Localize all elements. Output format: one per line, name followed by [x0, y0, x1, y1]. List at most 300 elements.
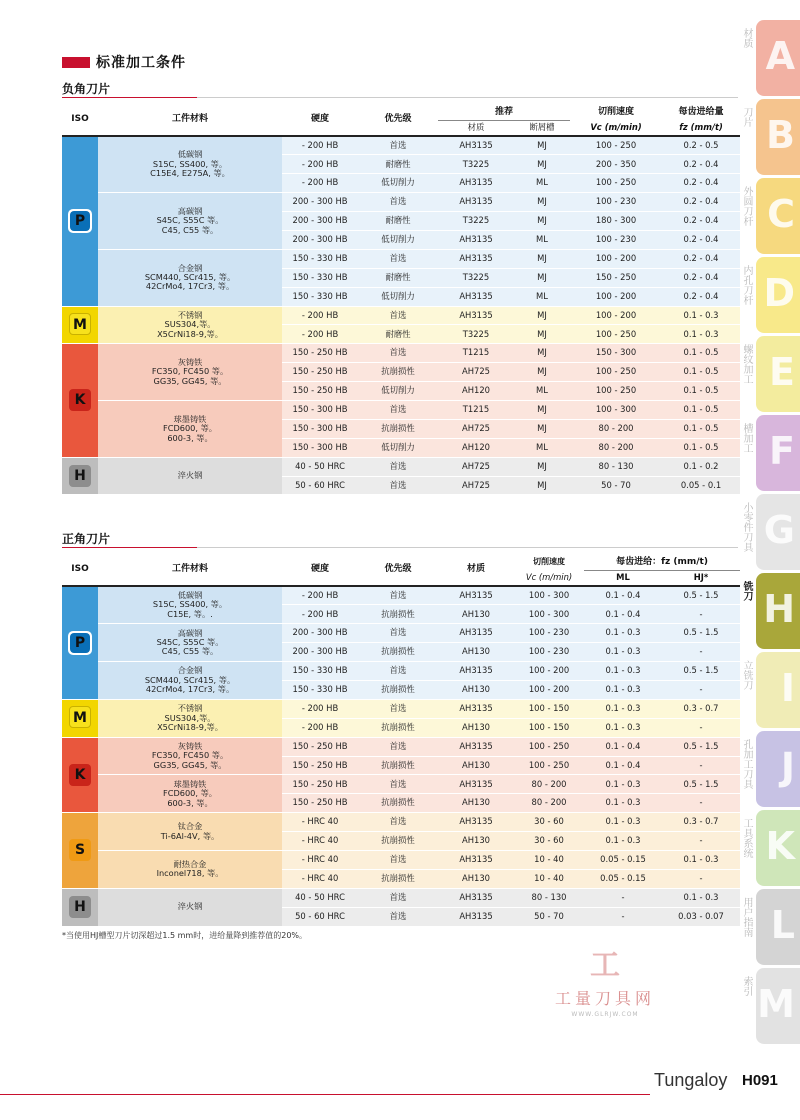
col-material: 工件材料 — [98, 104, 282, 136]
table-row — [62, 457, 740, 476]
vc-cell: 100 - 300 — [570, 400, 662, 419]
grade-cell: AH3135 — [438, 230, 514, 249]
iso-badge-m — [68, 706, 92, 730]
fz-ml-cell: 0.1 - 0.3 — [584, 643, 662, 662]
chapter-tab-d[interactable] — [741, 257, 800, 333]
breaker-cell: ML — [514, 438, 570, 457]
fz-hj-cell: - — [662, 794, 740, 813]
iso-badge-k — [68, 763, 92, 787]
chapter-tab-j[interactable] — [741, 731, 800, 807]
breaker-cell: MJ — [514, 419, 570, 438]
vc-cell: 10 - 40 — [514, 869, 584, 888]
hardness-cell: 150 - 250 HB — [282, 382, 358, 401]
col-vc-unit: Vc (m/min) — [514, 570, 584, 586]
priority-cell: 低切削力 — [358, 174, 438, 193]
hardness-cell: 150 - 250 HB — [282, 794, 358, 813]
priority-cell: 抗崩损性 — [358, 869, 438, 888]
grade-cell: AH130 — [438, 794, 514, 813]
fz-ml-cell: 0.1 - 0.3 — [584, 775, 662, 794]
fz-hj-cell: - — [662, 605, 740, 624]
chapter-tab-letter: G — [763, 508, 795, 552]
material-cell: 低碳钢 S15C, SS400, 等。 C15E, 等。. — [98, 586, 282, 624]
fz-hj-cell: - — [662, 718, 740, 737]
chapter-tab-label: 立铣刀 — [741, 660, 752, 690]
fz-hj-cell: - — [662, 832, 740, 851]
chapter-tab-label: 用户指南 — [741, 897, 752, 937]
hardness-cell: 200 - 300 HB — [282, 193, 358, 212]
chapter-tab-letter: C — [767, 192, 795, 236]
fz-cell: 0.2 - 0.4 — [662, 155, 740, 174]
fz-ml-cell: 0.1 - 0.3 — [584, 624, 662, 643]
priority-cell: 首选 — [358, 344, 438, 363]
col-priority: 优先级 — [358, 104, 438, 136]
table-row — [62, 888, 740, 907]
breaker-cell: MJ — [514, 193, 570, 212]
col-grade: 材质 — [438, 120, 514, 136]
hardness-cell: - 200 HB — [282, 174, 358, 193]
chapter-tab-label: 工具系统 — [741, 818, 752, 858]
chapter-tab-letter: E — [769, 350, 795, 394]
fz-cell: 0.1 - 0.5 — [662, 382, 740, 401]
hardness-cell: 150 - 330 HB — [282, 249, 358, 268]
breaker-cell: MJ — [514, 155, 570, 174]
priority-cell: 首选 — [358, 306, 438, 325]
fz-cell: 0.2 - 0.4 — [662, 193, 740, 212]
material-cell: 球墨铸铁 FCD600, 等。 600-3, 等。 — [98, 400, 282, 457]
col-material: 工件材料 — [98, 554, 282, 586]
grade-cell: AH3135 — [438, 737, 514, 756]
vc-cell: 30 - 60 — [514, 813, 584, 832]
fz-hj-cell: 0.03 - 0.07 — [662, 907, 740, 926]
grade-cell: AH130 — [438, 605, 514, 624]
chapter-tab-letter: I — [780, 666, 795, 710]
chapter-tab-label: 小零件刀具 — [741, 502, 752, 552]
fz-hj-cell: 0.1 - 0.3 — [662, 888, 740, 907]
fz-ml-cell: 0.1 - 0.3 — [584, 813, 662, 832]
material-cell: 合金钢 SCM440, SCr415, 等。 42CrMo4, 17Cr3, 等。 — [98, 249, 282, 306]
grade-cell: T3225 — [438, 325, 514, 344]
priority-cell: 抗崩损性 — [358, 794, 438, 813]
fz-cell: 0.05 - 0.1 — [662, 476, 740, 495]
chapter-tab-label: 孔加工刀具 — [741, 739, 752, 789]
chapter-tab-l[interactable] — [741, 889, 800, 965]
fz-cell: 0.1 - 0.3 — [662, 325, 740, 344]
priority-cell: 首选 — [358, 907, 438, 926]
heading-accent-rule — [62, 547, 197, 548]
fz-hj-cell: - — [662, 680, 740, 699]
priority-cell: 抗崩损性 — [358, 605, 438, 624]
fz-cell: 0.1 - 0.2 — [662, 457, 740, 476]
vc-cell: 100 - 300 — [514, 605, 584, 624]
grade-cell: AH120 — [438, 438, 514, 457]
breaker-cell: ML — [514, 230, 570, 249]
vc-cell: 100 - 200 — [570, 287, 662, 306]
fz-ml-cell: 0.1 - 0.4 — [584, 586, 662, 605]
negative-insert-heading — [62, 80, 110, 97]
hardness-cell: - HRC 40 — [282, 869, 358, 888]
hardness-cell: - HRC 40 — [282, 850, 358, 869]
fz-cell: 0.2 - 0.4 — [662, 174, 740, 193]
priority-cell: 低切削力 — [358, 382, 438, 401]
hardness-cell: 200 - 300 HB — [282, 230, 358, 249]
fz-ml-cell: 0.1 - 0.4 — [584, 605, 662, 624]
hardness-cell: - 200 HB — [282, 699, 358, 718]
chapter-tab-e[interactable] — [741, 336, 800, 412]
grade-cell: T1215 — [438, 344, 514, 363]
hardness-cell: 200 - 300 HB — [282, 643, 358, 662]
priority-cell: 抗崩损性 — [358, 643, 438, 662]
vc-cell: 200 - 350 — [570, 155, 662, 174]
breaker-cell: MJ — [514, 136, 570, 155]
col-vc-unit: Vc (m/min) — [570, 120, 662, 136]
vc-cell: 80 - 200 — [570, 419, 662, 438]
heading-accent-rule — [62, 97, 197, 98]
iso-cell — [62, 813, 98, 889]
hardness-cell: - 200 HB — [282, 325, 358, 344]
vc-cell: 100 - 250 — [514, 756, 584, 775]
breaker-cell: MJ — [514, 268, 570, 287]
hardness-cell: 150 - 250 HB — [282, 344, 358, 363]
col-fz-unit: fz (mm/t) — [662, 120, 740, 136]
material-cell: 钛合金 Ti-6Al-4V, 等。 — [98, 813, 282, 851]
col-hardness: 硬度 — [282, 554, 358, 586]
vc-cell: 100 - 300 — [514, 586, 584, 605]
priority-cell: 首选 — [358, 249, 438, 268]
grade-cell: AH3135 — [438, 699, 514, 718]
hardness-cell: 150 - 330 HB — [282, 680, 358, 699]
breaker-cell: MJ — [514, 249, 570, 268]
hardness-cell: 150 - 330 HB — [282, 287, 358, 306]
chapter-tab-letter: A — [765, 34, 795, 78]
col-fz-title: 每齿进给量 — [678, 106, 724, 117]
iso-badge-p — [68, 631, 92, 655]
fz-hj-cell: 0.5 - 1.5 — [662, 775, 740, 794]
vc-cell: 180 - 300 — [570, 212, 662, 231]
watermark-url: WWW.GLRJW.COM — [571, 1011, 639, 1018]
chapter-tab-letter: K — [765, 824, 795, 868]
fz-cell: 0.2 - 0.4 — [662, 287, 740, 306]
grade-cell: AH3135 — [438, 775, 514, 794]
fz-ml-cell: 0.1 - 0.4 — [584, 737, 662, 756]
col-hardness: 硬度 — [282, 104, 358, 136]
breaker-cell: MJ — [514, 306, 570, 325]
priority-cell: 首选 — [358, 136, 438, 155]
footnote: *当使用HJ槽型刀片切深超过1.5 mm时，进给量降到推荐值的20%。 — [62, 931, 308, 940]
chapter-tab-c[interactable] — [741, 178, 800, 254]
grade-cell: AH130 — [438, 643, 514, 662]
vc-cell: 150 - 250 — [570, 268, 662, 287]
table-row — [62, 737, 740, 756]
brand-name: Tungaloy — [654, 1070, 728, 1090]
material-cell: 低碳钢 S15C, SS400, 等。 C15E4, E275A, 等。 — [98, 136, 282, 193]
table-row — [62, 624, 740, 643]
fz-ml-cell: 0.1 - 0.3 — [584, 680, 662, 699]
col-ml: ML — [584, 570, 662, 586]
fz-cell: 0.2 - 0.4 — [662, 249, 740, 268]
priority-cell: 抗崩损性 — [358, 680, 438, 699]
iso-cell — [62, 888, 98, 926]
grade-cell: AH3135 — [438, 136, 514, 155]
col-recommend: 推荐 — [438, 104, 570, 120]
material-cell: 合金钢 SCM440, SCr415, 等。 42CrMo4, 17Cr3, 等。 — [98, 662, 282, 700]
section-title: 标准加工条件 — [96, 55, 186, 71]
fz-ml-cell: 0.1 - 0.3 — [584, 832, 662, 851]
hardness-cell: - 200 HB — [282, 155, 358, 174]
iso-letter: M — [69, 706, 91, 728]
grade-cell: AH3135 — [438, 850, 514, 869]
positive-insert-heading — [62, 530, 110, 547]
fz-hj-cell: 0.5 - 1.5 — [662, 624, 740, 643]
iso-cell — [62, 699, 98, 737]
priority-cell: 耐磨性 — [358, 155, 438, 174]
iso-cell — [62, 306, 98, 344]
chapter-tab-label: 外圆刀杆 — [741, 186, 752, 226]
iso-letter: M — [69, 313, 91, 335]
chapter-tab-b[interactable] — [741, 99, 800, 175]
chapter-tab-h[interactable] — [741, 573, 800, 649]
col-vc-title: 切削速度 — [533, 557, 565, 567]
fz-hj-cell: - — [662, 756, 740, 775]
priority-cell: 首选 — [358, 457, 438, 476]
breaker-cell: MJ — [514, 212, 570, 231]
hardness-cell: 150 - 250 HB — [282, 775, 358, 794]
chapter-tab-label: 刀片 — [741, 107, 752, 127]
table-row — [62, 699, 740, 718]
iso-badge-k — [68, 388, 92, 412]
chapter-tab-letter: D — [763, 271, 795, 315]
priority-cell: 首选 — [358, 813, 438, 832]
grade-cell: AH3135 — [438, 586, 514, 605]
hardness-cell: 200 - 300 HB — [282, 624, 358, 643]
vc-cell: 100 - 200 — [514, 662, 584, 681]
chapter-tab-letter: B — [766, 113, 795, 157]
chapter-tab-m[interactable] — [741, 968, 800, 1044]
heading-bar — [62, 57, 90, 68]
chapter-tab-g[interactable] — [741, 494, 800, 570]
fz-hj-cell: 0.3 - 0.7 — [662, 813, 740, 832]
col-iso: ISO — [62, 104, 98, 136]
grade-cell: AH3135 — [438, 249, 514, 268]
breaker-cell: MJ — [514, 325, 570, 344]
fz-cell: 0.2 - 0.5 — [662, 136, 740, 155]
breaker-cell: MJ — [514, 344, 570, 363]
grade-cell: AH130 — [438, 869, 514, 888]
fz-ml-cell: 0.05 - 0.15 — [584, 850, 662, 869]
material-cell: 高碳钢 S45C, S55C 等。 C45, C55 等。 — [98, 624, 282, 662]
chapter-tab-k[interactable] — [741, 810, 800, 886]
hardness-cell: 150 - 300 HB — [282, 438, 358, 457]
priority-cell: 抗崩损性 — [358, 756, 438, 775]
negative-insert-table — [62, 104, 740, 495]
fz-ml-cell: 0.1 - 0.4 — [584, 756, 662, 775]
chapter-tab-letter: L — [770, 903, 795, 947]
breaker-cell: ML — [514, 287, 570, 306]
fz-cell: 0.1 - 0.5 — [662, 438, 740, 457]
fz-hj-cell: 0.5 - 1.5 — [662, 586, 740, 605]
grade-cell: AH725 — [438, 457, 514, 476]
watermark-text: 工量刀具网 — [554, 989, 655, 1008]
priority-cell: 首选 — [358, 699, 438, 718]
vc-cell: 100 - 230 — [570, 230, 662, 249]
priority-cell: 低切削力 — [358, 287, 438, 306]
priority-cell: 首选 — [358, 737, 438, 756]
material-cell: 不锈钢 SUS304,等。 X5CrNi18-9,等。 — [98, 306, 282, 344]
col-iso: ISO — [62, 554, 98, 586]
material-cell: 淬火钢 — [98, 888, 282, 926]
negative-insert-title: 负角刀片 — [62, 82, 111, 96]
vc-cell: 100 - 250 — [570, 174, 662, 193]
chapter-tab-letter: F — [769, 429, 795, 473]
fz-ml-cell: 0.1 - 0.3 — [584, 699, 662, 718]
breaker-cell: MJ — [514, 363, 570, 382]
chapter-tab-label: 内孔刀杆 — [741, 265, 752, 305]
table-row — [62, 249, 740, 268]
hardness-cell: - 200 HB — [282, 136, 358, 155]
chapter-tab-label: 铣刀 — [741, 581, 752, 601]
grade-cell: AH120 — [438, 382, 514, 401]
vc-cell: 100 - 230 — [514, 643, 584, 662]
vc-cell: 100 - 150 — [514, 699, 584, 718]
hardness-cell: 150 - 250 HB — [282, 756, 358, 775]
grade-cell: AH3135 — [438, 306, 514, 325]
grade-cell: AH130 — [438, 756, 514, 775]
fz-hj-cell: - — [662, 869, 740, 888]
iso-letter: P — [70, 633, 90, 653]
priority-cell: 抗崩损性 — [358, 832, 438, 851]
priority-cell: 首选 — [358, 888, 438, 907]
footer-rule — [0, 1094, 650, 1095]
vc-cell: 100 - 250 — [570, 325, 662, 344]
vc-cell: 80 - 130 — [570, 457, 662, 476]
material-cell: 球墨铸铁 FCD600, 等。 600-3, 等。 — [98, 775, 282, 813]
fz-cell: 0.2 - 0.4 — [662, 212, 740, 231]
vc-cell: 50 - 70 — [570, 476, 662, 495]
priority-cell: 首选 — [358, 662, 438, 681]
fz-ml-cell: 0.1 - 0.3 — [584, 718, 662, 737]
table-row — [62, 193, 740, 212]
material-cell: 耐热合金 Inconel718, 等。 — [98, 850, 282, 888]
grade-cell: AH3135 — [438, 193, 514, 212]
grade-cell: T3225 — [438, 212, 514, 231]
fz-cell: 0.1 - 0.5 — [662, 400, 740, 419]
grade-cell: AH130 — [438, 832, 514, 851]
fz-ml-cell: - — [584, 907, 662, 926]
section-heading — [62, 52, 186, 72]
iso-badge-h — [68, 895, 92, 919]
chapter-tab-f[interactable] — [741, 415, 800, 491]
grade-cell: AH3135 — [438, 624, 514, 643]
material-cell: 灰铸铁 FC350, FC450 等。 GG35, GG45, 等。 — [98, 737, 282, 775]
hardness-cell: 50 - 60 HRC — [282, 476, 358, 495]
fz-hj-cell: - — [662, 643, 740, 662]
chapter-tab-i[interactable] — [741, 652, 800, 728]
material-cell: 淬火钢 — [98, 457, 282, 495]
col-priority: 优先级 — [358, 554, 438, 586]
priority-cell: 低切削力 — [358, 438, 438, 457]
grade-cell: AH725 — [438, 363, 514, 382]
table-row — [62, 306, 740, 325]
priority-cell: 首选 — [358, 775, 438, 794]
table-row — [62, 136, 740, 155]
grade-cell: T1215 — [438, 400, 514, 419]
priority-cell: 首选 — [358, 476, 438, 495]
vc-cell: 50 - 70 — [514, 907, 584, 926]
fz-hj-cell: 0.5 - 1.5 — [662, 662, 740, 681]
col-vc-title: 切削速度 — [598, 106, 635, 117]
fz-ml-cell: 0.1 - 0.3 — [584, 662, 662, 681]
priority-cell: 低切削力 — [358, 230, 438, 249]
breaker-cell: ML — [514, 174, 570, 193]
hardness-cell: 150 - 300 HB — [282, 419, 358, 438]
iso-letter: K — [69, 764, 91, 786]
priority-cell: 首选 — [358, 400, 438, 419]
fz-cell: 0.1 - 0.5 — [662, 344, 740, 363]
chapter-tab-letter: J — [780, 745, 795, 789]
iso-badge-p — [68, 209, 92, 233]
vc-cell: 100 - 250 — [570, 363, 662, 382]
iso-badge-s — [68, 838, 92, 862]
grade-cell: AH3135 — [438, 287, 514, 306]
chapter-tab-label: 槽加工 — [741, 423, 752, 453]
vc-cell: 80 - 130 — [514, 888, 584, 907]
col-grade: 材质 — [438, 554, 514, 586]
hardness-cell: 150 - 330 HB — [282, 268, 358, 287]
vc-cell: 100 - 200 — [570, 249, 662, 268]
watermark — [540, 940, 670, 1018]
hardness-cell: 40 - 50 HRC — [282, 457, 358, 476]
hardness-cell: - 200 HB — [282, 718, 358, 737]
hardness-cell: 50 - 60 HRC — [282, 907, 358, 926]
table-row — [62, 813, 740, 832]
hardness-cell: - 200 HB — [282, 605, 358, 624]
hardness-cell: 150 - 250 HB — [282, 737, 358, 756]
col-hj: HJ* — [662, 570, 740, 586]
iso-badge-m — [68, 313, 92, 337]
iso-letter: H — [69, 465, 91, 487]
material-cell: 灰铸铁 FC350, FC450 等。 GG35, GG45, 等。 — [98, 344, 282, 401]
breaker-cell: ML — [514, 382, 570, 401]
priority-cell: 首选 — [358, 193, 438, 212]
grade-cell: T3225 — [438, 155, 514, 174]
grade-cell: AH3135 — [438, 907, 514, 926]
hardness-cell: 150 - 330 HB — [282, 662, 358, 681]
table-row — [62, 400, 740, 419]
chapter-tab-a[interactable] — [741, 20, 800, 96]
vc-cell: 100 - 200 — [570, 306, 662, 325]
breaker-cell: MJ — [514, 400, 570, 419]
iso-letter: P — [70, 211, 90, 231]
vc-cell: 100 - 150 — [514, 718, 584, 737]
grade-cell: AH130 — [438, 718, 514, 737]
fz-cell: 0.2 - 0.4 — [662, 230, 740, 249]
breaker-cell: MJ — [514, 476, 570, 495]
chapter-tab-label: 螺纹加工 — [741, 344, 752, 384]
iso-letter: K — [69, 389, 91, 411]
hardness-cell: 40 - 50 HRC — [282, 888, 358, 907]
iso-cell — [62, 457, 98, 495]
table-row — [62, 662, 740, 681]
grade-cell: AH130 — [438, 680, 514, 699]
material-cell: 高碳钢 S45C, S55C 等。 C45, C55 等。 — [98, 193, 282, 250]
iso-cell — [62, 136, 98, 306]
fz-ml-cell: - — [584, 888, 662, 907]
fz-hj-cell: 0.1 - 0.3 — [662, 850, 740, 869]
grade-cell: AH3135 — [438, 888, 514, 907]
priority-cell: 首选 — [358, 624, 438, 643]
chapter-tab-label: 材质 — [741, 28, 752, 48]
table-row — [62, 344, 740, 363]
priority-cell: 抗崩损性 — [358, 363, 438, 382]
